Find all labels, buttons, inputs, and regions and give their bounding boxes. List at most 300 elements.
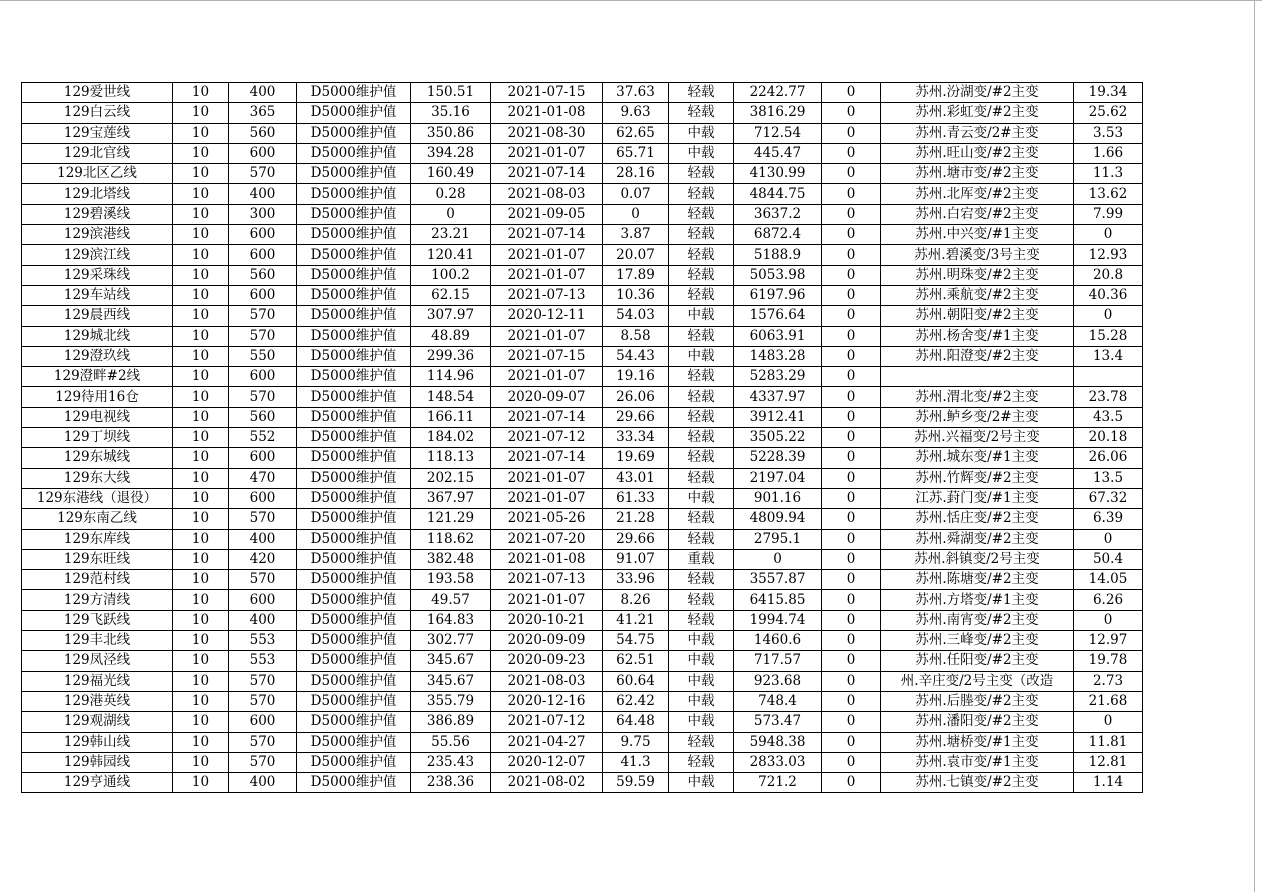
cell-station-transformer[interactable]: 苏州.杨舍变/#1主变 — [881, 326, 1074, 346]
cell-zero-value[interactable]: 0 — [822, 367, 881, 387]
cell-max-current[interactable]: 382.48 — [411, 549, 491, 569]
cell-load-status[interactable]: 重载 — [669, 549, 734, 569]
cell-source[interactable]: D5000维护值 — [297, 285, 411, 305]
cell-load-rate[interactable]: 19.16 — [603, 367, 669, 387]
cell-available-capacity[interactable]: 2833.03 — [734, 752, 822, 772]
cell-source[interactable]: D5000维护值 — [297, 549, 411, 569]
cell-max-current[interactable]: 118.13 — [411, 448, 491, 468]
cell-transformer-load[interactable]: 3.53 — [1074, 123, 1143, 143]
cell-load-status[interactable]: 轻载 — [669, 529, 734, 549]
cell-transformer-load[interactable]: 50.4 — [1074, 549, 1143, 569]
cell-source[interactable]: D5000维护值 — [297, 732, 411, 752]
cell-load-rate[interactable]: 19.69 — [603, 448, 669, 468]
cell-date[interactable]: 2021-05-26 — [491, 509, 603, 529]
cell-max-current[interactable]: 164.83 — [411, 610, 491, 630]
cell-date[interactable]: 2021-07-14 — [491, 448, 603, 468]
cell-load-status[interactable]: 轻载 — [669, 468, 734, 488]
cell-voltage[interactable]: 10 — [173, 123, 229, 143]
cell-transformer-load[interactable]: 26.06 — [1074, 448, 1143, 468]
cell-line-name[interactable]: 129待用16仓 — [22, 387, 173, 407]
cell-zero-value[interactable]: 0 — [822, 245, 881, 265]
cell-available-capacity[interactable]: 6063.91 — [734, 326, 822, 346]
cell-load-status[interactable]: 轻载 — [669, 610, 734, 630]
cell-voltage[interactable]: 10 — [173, 468, 229, 488]
cell-max-current[interactable]: 345.67 — [411, 651, 491, 671]
cell-available-capacity[interactable]: 4844.75 — [734, 184, 822, 204]
cell-available-capacity[interactable]: 1994.74 — [734, 610, 822, 630]
cell-zero-value[interactable]: 0 — [822, 549, 881, 569]
cell-voltage[interactable]: 10 — [173, 285, 229, 305]
cell-max-current[interactable]: 394.28 — [411, 143, 491, 163]
cell-available-capacity[interactable]: 6872.4 — [734, 225, 822, 245]
cell-source[interactable]: D5000维护值 — [297, 184, 411, 204]
cell-station-transformer[interactable]: 苏州.明珠变/#2主变 — [881, 265, 1074, 285]
cell-load-status[interactable]: 轻载 — [669, 590, 734, 610]
cell-voltage[interactable]: 10 — [173, 691, 229, 711]
cell-load-rate[interactable]: 26.06 — [603, 387, 669, 407]
cell-load-rate[interactable]: 10.36 — [603, 285, 669, 305]
cell-voltage[interactable]: 10 — [173, 143, 229, 163]
cell-load-status[interactable]: 轻载 — [669, 265, 734, 285]
cell-load-rate[interactable]: 9.63 — [603, 103, 669, 123]
cell-date[interactable]: 2020-12-11 — [491, 306, 603, 326]
cell-station-transformer[interactable]: 苏州.七镇变/#2主变 — [881, 773, 1074, 793]
cell-max-current[interactable]: 100.2 — [411, 265, 491, 285]
cell-transformer-load[interactable]: 0 — [1074, 529, 1143, 549]
cell-transformer-load[interactable]: 40.36 — [1074, 285, 1143, 305]
cell-transformer-load[interactable]: 21.68 — [1074, 691, 1143, 711]
cell-load-status[interactable]: 轻载 — [669, 752, 734, 772]
cell-max-current[interactable]: 48.89 — [411, 326, 491, 346]
cell-load-status[interactable]: 轻载 — [669, 103, 734, 123]
cell-station-transformer[interactable]: 苏州.竹辉变/#2主变 — [881, 468, 1074, 488]
cell-max-current[interactable]: 49.57 — [411, 590, 491, 610]
cell-date[interactable]: 2021-01-07 — [491, 265, 603, 285]
cell-zero-value[interactable]: 0 — [822, 306, 881, 326]
cell-station-transformer[interactable]: 苏州.碧溪变/3号主变 — [881, 245, 1074, 265]
cell-station-transformer[interactable]: 苏州.方塔变/#1主变 — [881, 590, 1074, 610]
cell-source[interactable]: D5000维护值 — [297, 83, 411, 103]
cell-load-rate[interactable]: 37.63 — [603, 83, 669, 103]
cell-voltage[interactable]: 10 — [173, 245, 229, 265]
cell-max-current[interactable]: 345.67 — [411, 671, 491, 691]
cell-max-current[interactable]: 121.29 — [411, 509, 491, 529]
cell-transformer-load[interactable]: 7.99 — [1074, 204, 1143, 224]
cell-voltage[interactable]: 10 — [173, 549, 229, 569]
cell-line-name[interactable]: 129北塔线 — [22, 184, 173, 204]
cell-rated-current[interactable]: 570 — [229, 164, 297, 184]
cell-station-transformer[interactable]: 苏州.任阳变/#2主变 — [881, 651, 1074, 671]
cell-zero-value[interactable]: 0 — [822, 448, 881, 468]
cell-zero-value[interactable]: 0 — [822, 752, 881, 772]
cell-load-status[interactable]: 轻载 — [669, 387, 734, 407]
cell-transformer-load[interactable]: 2.73 — [1074, 671, 1143, 691]
cell-station-transformer[interactable]: 苏州.彩虹变/#2主变 — [881, 103, 1074, 123]
cell-load-status[interactable]: 中载 — [669, 651, 734, 671]
cell-voltage[interactable]: 10 — [173, 184, 229, 204]
cell-line-name[interactable]: 129澄玖线 — [22, 346, 173, 366]
cell-available-capacity[interactable]: 5188.9 — [734, 245, 822, 265]
cell-available-capacity[interactable]: 6415.85 — [734, 590, 822, 610]
cell-date[interactable]: 2021-01-08 — [491, 103, 603, 123]
cell-rated-current[interactable]: 570 — [229, 691, 297, 711]
cell-load-status[interactable]: 中载 — [669, 773, 734, 793]
cell-rated-current[interactable]: 553 — [229, 651, 297, 671]
cell-available-capacity[interactable]: 573.47 — [734, 712, 822, 732]
cell-zero-value[interactable]: 0 — [822, 204, 881, 224]
cell-load-rate[interactable]: 29.66 — [603, 529, 669, 549]
cell-max-current[interactable]: 193.58 — [411, 570, 491, 590]
cell-transformer-load[interactable]: 67.32 — [1074, 488, 1143, 508]
cell-transformer-load[interactable]: 6.39 — [1074, 509, 1143, 529]
cell-load-rate[interactable]: 21.28 — [603, 509, 669, 529]
cell-source[interactable]: D5000维护值 — [297, 752, 411, 772]
cell-transformer-load[interactable]: 6.26 — [1074, 590, 1143, 610]
cell-transformer-load[interactable]: 0 — [1074, 225, 1143, 245]
cell-station-transformer[interactable]: 苏州.汾湖变/#2主变 — [881, 83, 1074, 103]
cell-load-status[interactable]: 轻载 — [669, 448, 734, 468]
cell-station-transformer[interactable]: 苏州.阳澄变/#2主变 — [881, 346, 1074, 366]
cell-load-status[interactable]: 轻载 — [669, 225, 734, 245]
cell-source[interactable]: D5000维护值 — [297, 448, 411, 468]
cell-source[interactable]: D5000维护值 — [297, 671, 411, 691]
cell-transformer-load[interactable]: 13.4 — [1074, 346, 1143, 366]
cell-voltage[interactable]: 10 — [173, 326, 229, 346]
cell-date[interactable]: 2020-12-16 — [491, 691, 603, 711]
cell-source[interactable]: D5000维护值 — [297, 123, 411, 143]
cell-load-rate[interactable]: 65.71 — [603, 143, 669, 163]
cell-rated-current[interactable]: 570 — [229, 326, 297, 346]
cell-load-status[interactable]: 轻载 — [669, 285, 734, 305]
cell-station-transformer[interactable]: 苏州.青云变/2#主变 — [881, 123, 1074, 143]
cell-available-capacity[interactable]: 4130.99 — [734, 164, 822, 184]
cell-available-capacity[interactable]: 5283.29 — [734, 367, 822, 387]
cell-rated-current[interactable]: 570 — [229, 306, 297, 326]
cell-transformer-load[interactable]: 13.5 — [1074, 468, 1143, 488]
cell-rated-current[interactable]: 550 — [229, 346, 297, 366]
cell-load-status[interactable]: 中载 — [669, 671, 734, 691]
cell-line-name[interactable]: 129韩山线 — [22, 732, 173, 752]
cell-source[interactable]: D5000维护值 — [297, 631, 411, 651]
cell-transformer-load[interactable]: 19.34 — [1074, 83, 1143, 103]
cell-load-status[interactable]: 中载 — [669, 143, 734, 163]
cell-zero-value[interactable]: 0 — [822, 712, 881, 732]
cell-available-capacity[interactable]: 5948.38 — [734, 732, 822, 752]
cell-source[interactable]: D5000维护值 — [297, 610, 411, 630]
cell-line-name[interactable]: 129丁坝线 — [22, 428, 173, 448]
cell-station-transformer[interactable]: 苏州.旺山变/#2主变 — [881, 143, 1074, 163]
cell-load-status[interactable]: 轻载 — [669, 164, 734, 184]
cell-voltage[interactable]: 10 — [173, 651, 229, 671]
cell-max-current[interactable]: 184.02 — [411, 428, 491, 448]
cell-date[interactable]: 2020-10-21 — [491, 610, 603, 630]
cell-load-rate[interactable]: 3.87 — [603, 225, 669, 245]
cell-zero-value[interactable]: 0 — [822, 509, 881, 529]
cell-zero-value[interactable]: 0 — [822, 407, 881, 427]
cell-load-status[interactable]: 轻载 — [669, 204, 734, 224]
cell-voltage[interactable]: 10 — [173, 529, 229, 549]
cell-voltage[interactable]: 10 — [173, 488, 229, 508]
cell-rated-current[interactable]: 400 — [229, 529, 297, 549]
cell-max-current[interactable]: 166.11 — [411, 407, 491, 427]
cell-transformer-load[interactable]: 12.97 — [1074, 631, 1143, 651]
cell-line-name[interactable]: 129晨西线 — [22, 306, 173, 326]
cell-load-rate[interactable]: 17.89 — [603, 265, 669, 285]
cell-date[interactable]: 2021-01-07 — [491, 590, 603, 610]
cell-rated-current[interactable]: 560 — [229, 123, 297, 143]
cell-load-status[interactable]: 轻载 — [669, 245, 734, 265]
cell-line-name[interactable]: 129凤泾线 — [22, 651, 173, 671]
cell-voltage[interactable]: 10 — [173, 407, 229, 427]
cell-line-name[interactable]: 129丰北线 — [22, 631, 173, 651]
cell-load-rate[interactable]: 41.3 — [603, 752, 669, 772]
cell-load-status[interactable]: 中载 — [669, 123, 734, 143]
cell-available-capacity[interactable]: 3816.29 — [734, 103, 822, 123]
cell-station-transformer[interactable]: 苏州.袁市变/#1主变 — [881, 752, 1074, 772]
cell-source[interactable]: D5000维护值 — [297, 773, 411, 793]
cell-voltage[interactable]: 10 — [173, 103, 229, 123]
cell-station-transformer[interactable]: 苏州.塘桥变/#1主变 — [881, 732, 1074, 752]
cell-transformer-load[interactable]: 19.78 — [1074, 651, 1143, 671]
cell-date[interactable]: 2021-08-02 — [491, 773, 603, 793]
cell-transformer-load[interactable]: 14.05 — [1074, 570, 1143, 590]
cell-zero-value[interactable]: 0 — [822, 326, 881, 346]
cell-load-rate[interactable]: 54.03 — [603, 306, 669, 326]
cell-available-capacity[interactable]: 1460.6 — [734, 631, 822, 651]
cell-load-rate[interactable]: 33.34 — [603, 428, 669, 448]
cell-available-capacity[interactable]: 717.57 — [734, 651, 822, 671]
cell-voltage[interactable]: 10 — [173, 671, 229, 691]
cell-station-transformer[interactable]: 苏州.乘航变/#2主变 — [881, 285, 1074, 305]
cell-zero-value[interactable]: 0 — [822, 671, 881, 691]
cell-source[interactable]: D5000维护值 — [297, 590, 411, 610]
cell-transformer-load[interactable]: 12.81 — [1074, 752, 1143, 772]
cell-line-name[interactable]: 129滨江线 — [22, 245, 173, 265]
cell-load-rate[interactable]: 61.33 — [603, 488, 669, 508]
cell-load-status[interactable]: 轻载 — [669, 732, 734, 752]
cell-station-transformer[interactable]: 苏州.北厍变/#2主变 — [881, 184, 1074, 204]
cell-date[interactable]: 2020-09-09 — [491, 631, 603, 651]
cell-date[interactable]: 2021-07-20 — [491, 529, 603, 549]
cell-max-current[interactable]: 120.41 — [411, 245, 491, 265]
cell-rated-current[interactable]: 570 — [229, 570, 297, 590]
cell-station-transformer[interactable]: 苏州.舜湖变/#2主变 — [881, 529, 1074, 549]
cell-load-status[interactable]: 轻载 — [669, 367, 734, 387]
cell-zero-value[interactable]: 0 — [822, 387, 881, 407]
cell-zero-value[interactable]: 0 — [822, 570, 881, 590]
cell-line-name[interactable]: 129滨港线 — [22, 225, 173, 245]
cell-load-rate[interactable]: 62.51 — [603, 651, 669, 671]
cell-available-capacity[interactable]: 748.4 — [734, 691, 822, 711]
cell-source[interactable]: D5000维护值 — [297, 428, 411, 448]
cell-zero-value[interactable]: 0 — [822, 691, 881, 711]
cell-transformer-load[interactable]: 1.66 — [1074, 143, 1143, 163]
cell-rated-current[interactable]: 400 — [229, 83, 297, 103]
cell-date[interactable]: 2021-01-07 — [491, 468, 603, 488]
cell-source[interactable]: D5000维护值 — [297, 265, 411, 285]
cell-available-capacity[interactable]: 712.54 — [734, 123, 822, 143]
cell-line-name[interactable]: 129东大线 — [22, 468, 173, 488]
cell-max-current[interactable]: 202.15 — [411, 468, 491, 488]
cell-source[interactable]: D5000维护值 — [297, 204, 411, 224]
cell-date[interactable]: 2021-07-13 — [491, 570, 603, 590]
cell-available-capacity[interactable]: 3505.22 — [734, 428, 822, 448]
cell-transformer-load[interactable]: 0 — [1074, 712, 1143, 732]
cell-available-capacity[interactable]: 4809.94 — [734, 509, 822, 529]
cell-line-name[interactable]: 129亨通线 — [22, 773, 173, 793]
cell-date[interactable]: 2021-07-14 — [491, 225, 603, 245]
cell-source[interactable]: D5000维护值 — [297, 691, 411, 711]
cell-load-rate[interactable]: 43.01 — [603, 468, 669, 488]
cell-load-rate[interactable]: 54.75 — [603, 631, 669, 651]
cell-station-transformer[interactable]: 苏州.兴福变/2号主变 — [881, 428, 1074, 448]
cell-load-status[interactable]: 中载 — [669, 631, 734, 651]
cell-date[interactable]: 2021-07-12 — [491, 428, 603, 448]
cell-available-capacity[interactable]: 2197.04 — [734, 468, 822, 488]
cell-voltage[interactable]: 10 — [173, 570, 229, 590]
cell-load-status[interactable]: 中载 — [669, 712, 734, 732]
cell-load-rate[interactable]: 8.26 — [603, 590, 669, 610]
cell-rated-current[interactable]: 552 — [229, 428, 297, 448]
cell-line-name[interactable]: 129澄畔#2线 — [22, 367, 173, 387]
cell-max-current[interactable]: 350.86 — [411, 123, 491, 143]
cell-line-name[interactable]: 129韩园线 — [22, 752, 173, 772]
cell-date[interactable]: 2021-01-07 — [491, 143, 603, 163]
cell-line-name[interactable]: 129爱世线 — [22, 83, 173, 103]
cell-date[interactable]: 2021-08-30 — [491, 123, 603, 143]
cell-load-rate[interactable]: 33.96 — [603, 570, 669, 590]
cell-zero-value[interactable]: 0 — [822, 83, 881, 103]
cell-transformer-load[interactable]: 25.62 — [1074, 103, 1143, 123]
cell-max-current[interactable]: 62.15 — [411, 285, 491, 305]
cell-load-rate[interactable]: 8.58 — [603, 326, 669, 346]
cell-rated-current[interactable]: 300 — [229, 204, 297, 224]
cell-source[interactable]: D5000维护值 — [297, 346, 411, 366]
cell-load-status[interactable]: 轻载 — [669, 326, 734, 346]
cell-source[interactable]: D5000维护值 — [297, 712, 411, 732]
cell-station-transformer[interactable]: 州.辛庄变/2号主变（改造 — [881, 671, 1074, 691]
cell-date[interactable]: 2021-01-07 — [491, 326, 603, 346]
cell-rated-current[interactable]: 600 — [229, 225, 297, 245]
cell-rated-current[interactable]: 553 — [229, 631, 297, 651]
cell-source[interactable]: D5000维护值 — [297, 225, 411, 245]
cell-date[interactable]: 2020-12-07 — [491, 752, 603, 772]
cell-load-rate[interactable]: 64.48 — [603, 712, 669, 732]
cell-max-current[interactable]: 148.54 — [411, 387, 491, 407]
cell-line-name[interactable]: 129东南乙线 — [22, 509, 173, 529]
cell-source[interactable]: D5000维护值 — [297, 468, 411, 488]
cell-zero-value[interactable]: 0 — [822, 488, 881, 508]
cell-zero-value[interactable]: 0 — [822, 732, 881, 752]
cell-max-current[interactable]: 55.56 — [411, 732, 491, 752]
cell-line-name[interactable]: 129城北线 — [22, 326, 173, 346]
cell-rated-current[interactable]: 600 — [229, 488, 297, 508]
cell-station-transformer[interactable]: 苏州.三峰变/#2主变 — [881, 631, 1074, 651]
cell-source[interactable]: D5000维护值 — [297, 488, 411, 508]
cell-line-name[interactable]: 129范村线 — [22, 570, 173, 590]
cell-zero-value[interactable]: 0 — [822, 468, 881, 488]
cell-date[interactable]: 2020-09-07 — [491, 387, 603, 407]
cell-available-capacity[interactable]: 1483.28 — [734, 346, 822, 366]
cell-line-name[interactable]: 129港英线 — [22, 691, 173, 711]
cell-station-transformer[interactable]: 苏州.恬庄变/#2主变 — [881, 509, 1074, 529]
cell-rated-current[interactable]: 570 — [229, 671, 297, 691]
cell-source[interactable]: D5000维护值 — [297, 326, 411, 346]
cell-load-rate[interactable]: 9.75 — [603, 732, 669, 752]
cell-load-rate[interactable]: 0 — [603, 204, 669, 224]
cell-voltage[interactable]: 10 — [173, 590, 229, 610]
cell-available-capacity[interactable]: 2795.1 — [734, 529, 822, 549]
cell-available-capacity[interactable]: 5053.98 — [734, 265, 822, 285]
cell-zero-value[interactable]: 0 — [822, 529, 881, 549]
cell-date[interactable]: 2020-09-23 — [491, 651, 603, 671]
cell-station-transformer[interactable] — [881, 367, 1074, 387]
cell-available-capacity[interactable]: 5228.39 — [734, 448, 822, 468]
cell-line-name[interactable]: 129方清线 — [22, 590, 173, 610]
cell-max-current[interactable]: 238.36 — [411, 773, 491, 793]
cell-max-current[interactable]: 307.97 — [411, 306, 491, 326]
cell-load-status[interactable]: 中载 — [669, 306, 734, 326]
cell-date[interactable]: 2021-01-07 — [491, 367, 603, 387]
cell-date[interactable]: 2021-07-15 — [491, 346, 603, 366]
cell-max-current[interactable]: 235.43 — [411, 752, 491, 772]
cell-transformer-load[interactable]: 0 — [1074, 306, 1143, 326]
cell-source[interactable]: D5000维护值 — [297, 164, 411, 184]
cell-max-current[interactable]: 367.97 — [411, 488, 491, 508]
cell-date[interactable]: 2021-01-07 — [491, 488, 603, 508]
cell-load-rate[interactable]: 28.16 — [603, 164, 669, 184]
cell-voltage[interactable]: 10 — [173, 773, 229, 793]
cell-station-transformer[interactable]: 苏州.塘市变/#2主变 — [881, 164, 1074, 184]
cell-zero-value[interactable]: 0 — [822, 265, 881, 285]
cell-available-capacity[interactable]: 923.68 — [734, 671, 822, 691]
cell-source[interactable]: D5000维护值 — [297, 306, 411, 326]
cell-transformer-load[interactable]: 12.93 — [1074, 245, 1143, 265]
cell-zero-value[interactable]: 0 — [822, 610, 881, 630]
cell-line-name[interactable]: 129电视线 — [22, 407, 173, 427]
cell-voltage[interactable]: 10 — [173, 367, 229, 387]
cell-load-status[interactable]: 中载 — [669, 346, 734, 366]
cell-voltage[interactable]: 10 — [173, 631, 229, 651]
cell-voltage[interactable]: 10 — [173, 164, 229, 184]
cell-rated-current[interactable]: 420 — [229, 549, 297, 569]
cell-transformer-load[interactable]: 23.78 — [1074, 387, 1143, 407]
cell-date[interactable]: 2021-07-14 — [491, 164, 603, 184]
cell-station-transformer[interactable]: 苏州.城东变/#1主变 — [881, 448, 1074, 468]
cell-voltage[interactable]: 10 — [173, 610, 229, 630]
cell-transformer-load[interactable]: 20.18 — [1074, 428, 1143, 448]
cell-line-name[interactable]: 129东港线（退役） — [22, 488, 173, 508]
cell-max-current[interactable]: 114.96 — [411, 367, 491, 387]
cell-line-name[interactable]: 129采珠线 — [22, 265, 173, 285]
cell-transformer-load[interactable]: 11.3 — [1074, 164, 1143, 184]
cell-line-name[interactable]: 129东库线 — [22, 529, 173, 549]
cell-transformer-load[interactable]: 43.5 — [1074, 407, 1143, 427]
cell-load-status[interactable]: 中载 — [669, 488, 734, 508]
cell-transformer-load[interactable]: 0 — [1074, 610, 1143, 630]
cell-source[interactable]: D5000维护值 — [297, 387, 411, 407]
cell-max-current[interactable]: 0 — [411, 204, 491, 224]
cell-load-status[interactable]: 轻载 — [669, 570, 734, 590]
cell-voltage[interactable]: 10 — [173, 306, 229, 326]
cell-rated-current[interactable]: 600 — [229, 448, 297, 468]
cell-zero-value[interactable]: 0 — [822, 428, 881, 448]
cell-rated-current[interactable]: 600 — [229, 367, 297, 387]
cell-voltage[interactable]: 10 — [173, 346, 229, 366]
cell-line-name[interactable]: 129白云线 — [22, 103, 173, 123]
cell-transformer-load[interactable]: 1.14 — [1074, 773, 1143, 793]
cell-load-status[interactable]: 轻载 — [669, 184, 734, 204]
